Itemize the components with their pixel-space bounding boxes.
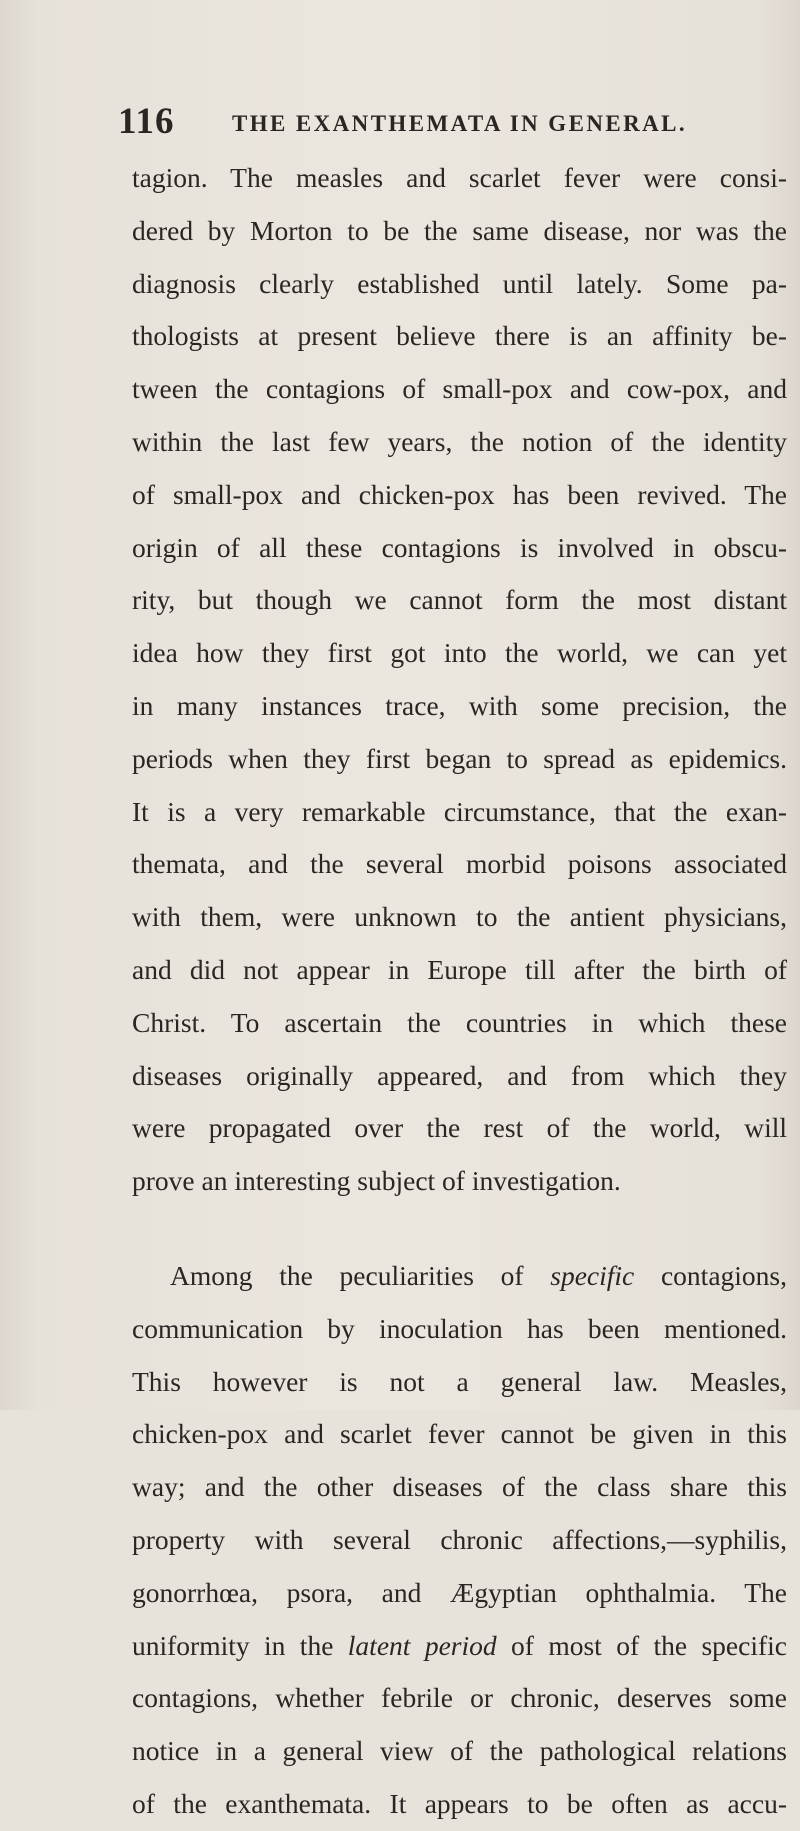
italic-term: specific	[550, 1259, 635, 1291]
text-line: diseases originally appeared, and from which they	[132, 1059, 787, 1091]
text-line: within the last few years, the notion of the identity	[132, 425, 787, 457]
text-line: gonorrhœa, psora, and Ægyptian ophthalmia. The	[132, 1576, 787, 1608]
text-line: of small-pox and chicken-pox has been revived. The	[132, 478, 787, 510]
text-line: diagnosis clearly established until lately. Some pa-	[132, 267, 787, 299]
page-number: 116	[118, 101, 175, 142]
text-line: Christ. To ascertain the countries in which these	[132, 1006, 787, 1038]
text-line: and did not appear in Europe till after the birth of	[132, 953, 787, 985]
text-line: It is a very remarkable circumstance, that the exan-	[132, 795, 787, 827]
text-line: communication by inoculation has been mentioned.	[132, 1312, 787, 1344]
text-line: tween the contagions of small-pox and cow-pox, and	[132, 373, 787, 405]
paragraph-2	[132, 1250, 787, 1831]
paragraph-1	[132, 152, 787, 1208]
page-header	[118, 100, 758, 144]
text-line: of the exanthemata. It appears to be often as accu-	[132, 1787, 787, 1819]
text-line: tagion. The measles and scarlet fever were consi-	[132, 162, 787, 193]
text-line: were propagated over the rest of the world, will	[132, 1112, 787, 1144]
text-line: Among the peculiarities of specific contagions,	[170, 1259, 788, 1291]
text-line: prove an interesting subject of investigation.	[132, 1165, 621, 1197]
text-line: chicken-pox and scarlet fever cannot be given in this	[132, 1418, 787, 1450]
text-line: notice in a general view of the pathological relations	[132, 1735, 787, 1767]
body-text	[132, 152, 787, 1831]
text-line: periods when they first began to spread as epidemics.	[132, 742, 787, 774]
text-line: themata, and the several morbid poisons associated	[132, 848, 787, 880]
running-head: THE EXANTHEMATA IN GENERAL.	[232, 111, 688, 136]
text-line: dered by Morton to be the same disease, nor was the	[132, 214, 787, 246]
text-line: property with several chronic affections,—syphilis,	[132, 1523, 787, 1555]
text-line: rity, but though we cannot form the most distant	[132, 584, 787, 616]
text-line: idea how they first got into the world, we can yet	[132, 637, 787, 669]
text-line: contagions, whether febrile or chronic, deserves some	[132, 1682, 787, 1714]
text-line: with them, were unknown to the antient physicians,	[132, 901, 787, 933]
italic-term: latent period	[347, 1629, 497, 1661]
text-line: thologists at present believe there is an affinity be-	[132, 320, 787, 352]
paragraph-gap	[132, 1208, 787, 1250]
text-line: uniformity in the latent period of most of the specific	[132, 1629, 787, 1661]
text-line: This however is not a general law. Measles,	[132, 1365, 787, 1397]
text-line: origin of all these contagions is involved in obscu-	[132, 531, 787, 563]
text-line: way; and the other diseases of the class share this	[132, 1471, 787, 1503]
text-line: in many instances trace, with some precision, the	[132, 689, 787, 721]
